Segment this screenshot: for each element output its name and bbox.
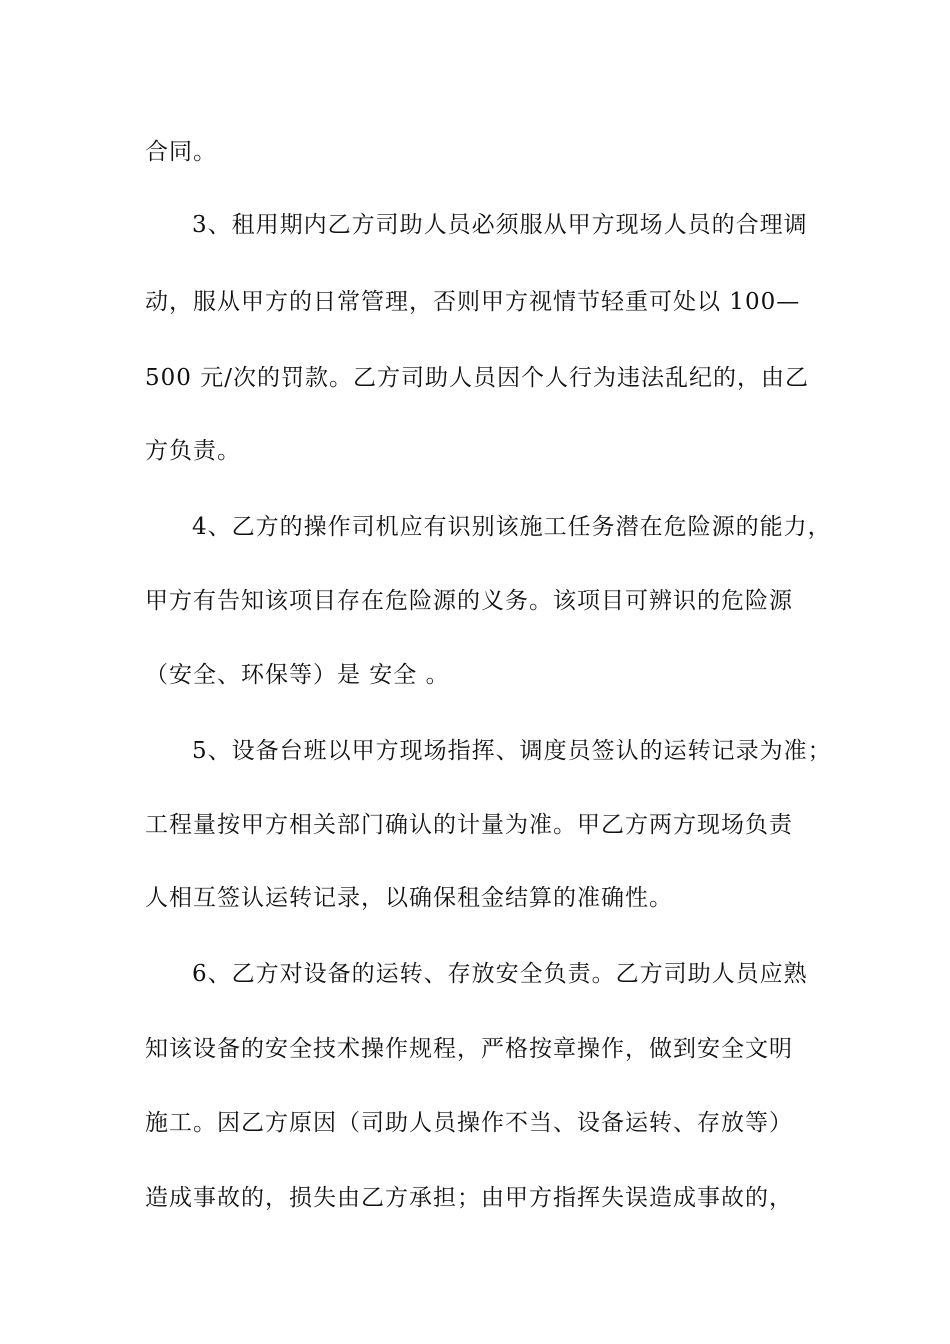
- clause-6-line-4: 造成事故的，损失由乙方承担；由甲方指挥失误造成事故的，: [145, 1185, 793, 1211]
- text-line-1: 合同。: [145, 139, 217, 165]
- clause-6-line-3: 施工。因乙方原因（司助人员操作不当、设备运转、存放等）: [145, 1110, 793, 1136]
- clause-5-line-1: 5、设备台班以甲方现场指挥、调度员签认的运转记录为准；: [192, 738, 832, 764]
- clause-3-line-4: 方负责。: [145, 438, 241, 464]
- clause-4-line-2: 甲方有告知该项目存在危险源的义务。该项目可辨识的危险源: [145, 588, 793, 614]
- clause-3-line-3: 500 元/次的罚款。乙方司助人员因个人行为违法乱纪的，由乙: [145, 365, 809, 391]
- clause-3-line-2: 动，服从甲方的日常管理，否则甲方视情节轻重可处以 100—: [145, 289, 801, 315]
- clause-6-line-2: 知该设备的安全技术操作规程，严格按章操作，做到安全文明: [145, 1036, 793, 1062]
- clause-3-line-1: 3、租用期内乙方司助人员必须服从甲方现场人员的合理调: [192, 212, 808, 238]
- clause-6-line-1: 6、乙方对设备的运转、存放安全负责。乙方司助人员应熟: [192, 961, 808, 987]
- clause-4-line-3: （安全、环保等）是 安全 。: [145, 662, 450, 688]
- clause-5-line-2: 工程量按甲方相关部门确认的计量为准。甲乙方两方现场负责: [145, 812, 793, 838]
- clause-5-line-3: 人相互签认运转记录，以确保租金结算的准确性。: [145, 885, 673, 911]
- clause-4-line-1: 4、乙方的操作司机应有识别该施工任务潜在危险源的能力，: [192, 514, 832, 540]
